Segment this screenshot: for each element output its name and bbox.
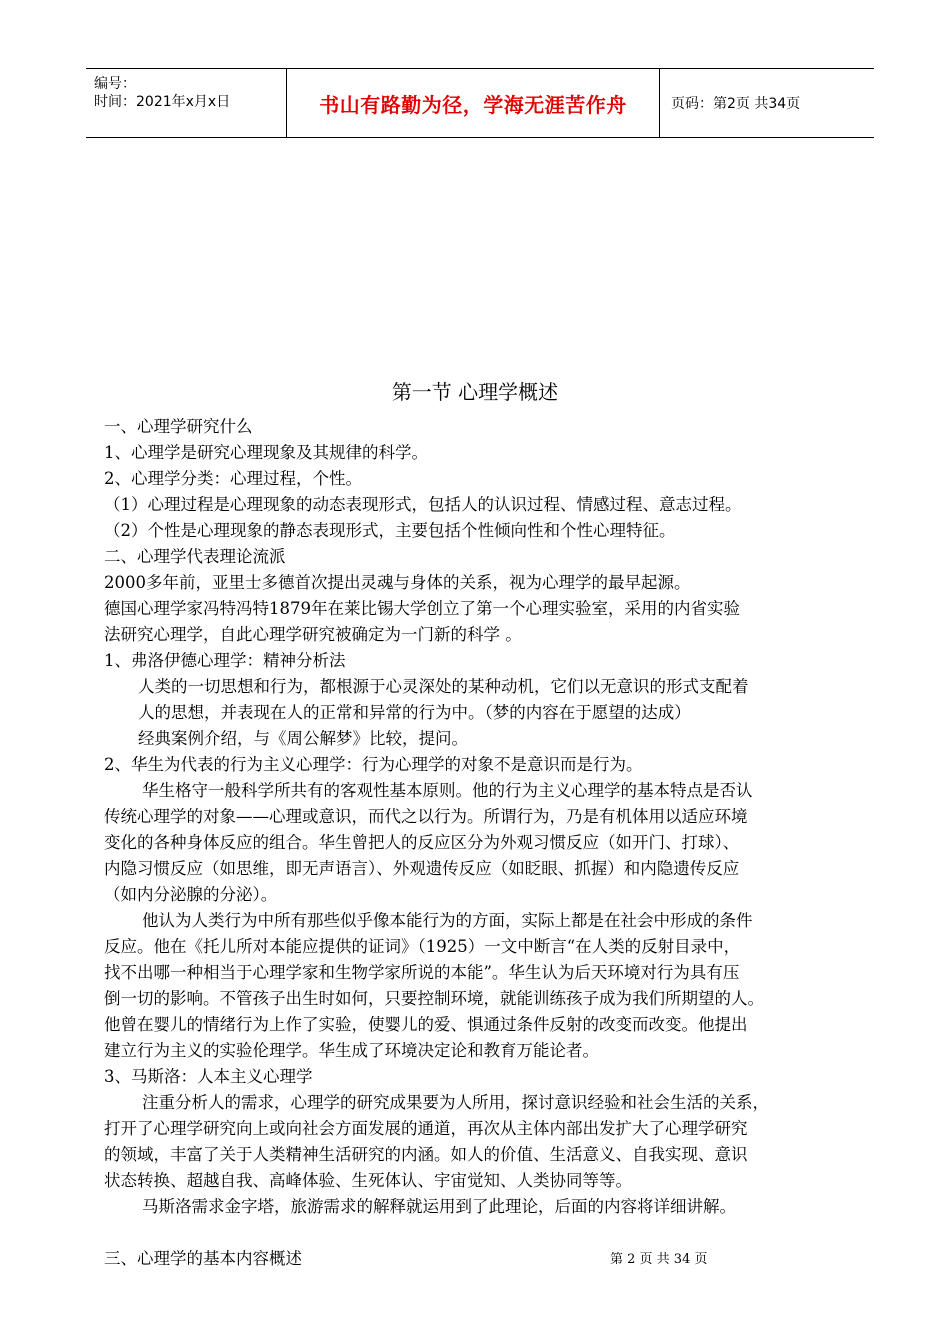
paragraph-line: （1）心理过程是心理现象的动态表现形式，包括人的认识过程、情感过程、意志过程。 bbox=[104, 495, 742, 514]
subheading-maslow: 3、马斯洛：人本主义心理学 bbox=[104, 1067, 313, 1086]
header-meta bbox=[86, 69, 286, 137]
paragraph-line: （如内分泌腺的分泌）。 bbox=[104, 885, 278, 904]
section-title: 第一节 心理学概述 bbox=[391, 380, 559, 404]
paragraph-line: 状态转换、超越自我、高峰体验、生死体认、宇宙觉知、人类协同等等。 bbox=[104, 1171, 632, 1190]
paragraph-line: 人类的一切思想和行为，都根源于心灵深处的某种动机，它们以无意识的形式支配着 bbox=[138, 677, 749, 696]
paragraph-line: 建立行为主义的实验伦理学。华生成了环境决定论和教育万能论者。 bbox=[104, 1041, 599, 1060]
header-page-cell bbox=[659, 69, 874, 137]
header-motto-cell bbox=[286, 69, 660, 137]
paragraph-line: 人的思想，并表现在人的正常和异常的行为中。（梦的内容在于愿望的达成） bbox=[138, 703, 691, 722]
paragraph-line: 传统心理学的对象——心理或意识，而代之以行为。所谓行为，乃是有机体用以适应环境 bbox=[104, 807, 748, 826]
subheading-watson: 2、华生为代表的行为主义心理学：行为心理学的对象不是意识而是行为。 bbox=[104, 755, 643, 774]
paragraph-line: 反应。他在《托儿所对本能应提供的证词》（1925）一文中断言“在人类的反射目录中， bbox=[104, 937, 741, 956]
heading-2: 二、心理学代表理论流派 bbox=[104, 547, 286, 566]
page-info: 页码：第2页 共34页 bbox=[671, 96, 801, 112]
paragraph-line: （2）个性是心理现象的静态表现形式，主要包括个性倾向性和个性心理特征。 bbox=[104, 521, 676, 540]
paragraph-line: 经典案例介绍，与《周公解梦》比较，提问。 bbox=[138, 729, 468, 748]
paragraph-line: 华生格守一般科学所共有的客观性基本原则。他的行为主义心理学的基本特点是否认 bbox=[142, 781, 753, 800]
time-label: 时间：2021年x月x日 bbox=[94, 94, 231, 110]
paragraph-line: 他认为人类行为中所有那些似乎像本能行为的方面，实际上都是在社会中形成的条件 bbox=[142, 911, 753, 930]
paragraph-line: 德国心理学家冯特冯特1879年在莱比锡大学创立了第一个心理实验室，采用的内省实验 bbox=[104, 599, 740, 618]
paragraph-line: 找不出哪一种相当于心理学家和生物学家所说的本能”。华生认为后天环境对行为具有压 bbox=[104, 963, 740, 982]
paragraph-line: 他曾在婴儿的情绪行为上作了实验，使婴儿的爱、惧通过条件反射的改变而改变。他提出 bbox=[104, 1015, 748, 1034]
body-text bbox=[104, 414, 864, 1272]
paragraph-line: 2000多年前，亚里士多德首次提出灵魂与身体的关系，视为心理学的最早起源。 bbox=[104, 573, 691, 592]
paragraph-line: 法研究心理学，自此心理学研究被确定为一门新的科学 。 bbox=[104, 625, 522, 644]
paragraph-gap bbox=[104, 1220, 864, 1246]
number-label: 编号： bbox=[94, 76, 136, 92]
paragraph-line: 1、心理学是研究心理现象及其规律的科学。 bbox=[104, 443, 428, 462]
paragraph-line: 马斯洛需求金字塔，旅游需求的解释就运用到了此理论，后面的内容将详细讲解。 bbox=[142, 1197, 736, 1216]
header-table bbox=[86, 68, 874, 138]
heading-3: 三、心理学的基本内容概述 bbox=[104, 1249, 302, 1268]
paragraph-line: 2、心理学分类：心理过程，个性。 bbox=[104, 469, 362, 488]
subheading-freud: 1、弗洛伊德心理学：精神分析法 bbox=[104, 651, 346, 670]
paragraph-line: 注重分析人的需求，心理学的研究成果要为人所用，探讨意识经验和社会生活的关系， bbox=[142, 1093, 769, 1112]
paragraph-line: 内隐习惯反应（如思维，即无声语言）、外观遗传反应（如眨眼、抓握）和内隐遗传反应 bbox=[104, 859, 740, 878]
paragraph-line: 变化的各种身体反应的组合。华生曾把人的反应区分为外观习惯反应（如开门、打球）、 bbox=[104, 833, 740, 852]
paragraph-line: 打开了心理学研究向上或向社会方面发展的通道，再次从主体内部出发扩大了心理学研究 bbox=[104, 1119, 748, 1138]
heading-1: 一、心理学研究什么 bbox=[104, 417, 253, 436]
motto: 书山有路勤为径，学海无涯苦作舟 bbox=[319, 92, 627, 117]
paragraph-line: 的领域，丰富了关于人类精神生活研究的内涵。如人的价值、生活意义、自我实现、意识 bbox=[104, 1145, 748, 1164]
page-footer: 第 2 页 共 34 页 bbox=[610, 1252, 708, 1267]
paragraph-line: 倒一切的影响。不管孩子出生时如何，只要控制环境，就能训练孩子成为我们所期望的人。 bbox=[104, 989, 764, 1008]
